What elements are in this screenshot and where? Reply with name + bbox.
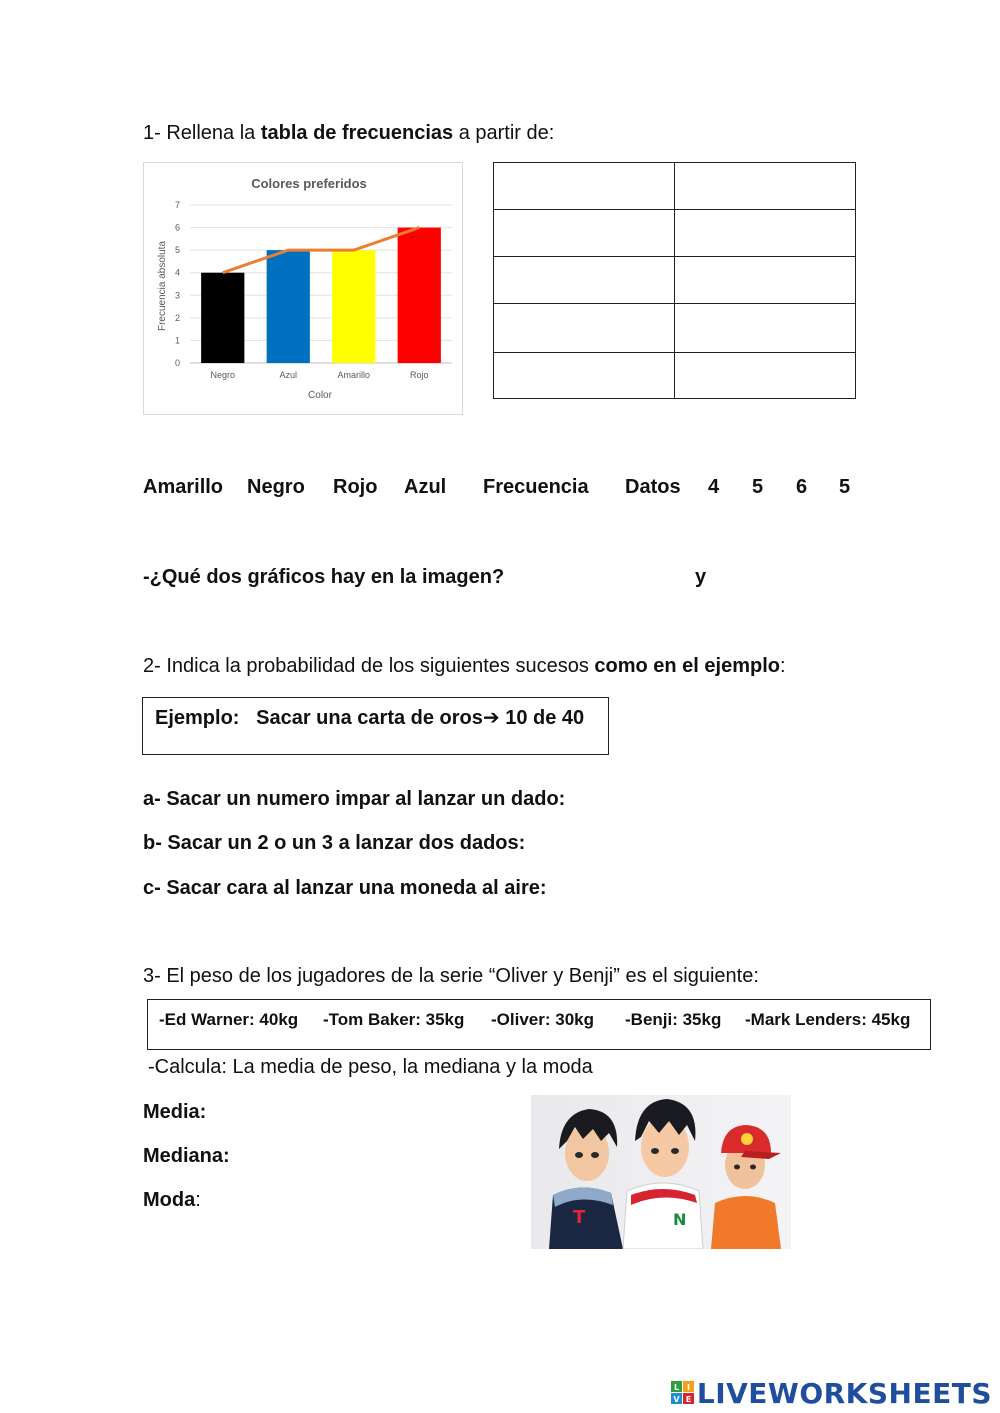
anime-characters-illustration — [531, 1095, 791, 1249]
table-cell[interactable] — [494, 257, 675, 304]
example-label: Ejemplo: — [155, 707, 240, 729]
moda-word: Moda — [143, 1189, 196, 1211]
q3-instruction: -Calcula: La media de peso, la mediana y la moda — [148, 1056, 593, 1078]
chart-x-tick-label: Rojo — [409, 370, 429, 380]
graphs-connector: y — [695, 566, 707, 588]
svg-text:N: N — [673, 1210, 687, 1229]
chart-y-tick-label: 0 — [174, 358, 180, 368]
arrow-right-icon: ➔ — [482, 707, 500, 729]
table-cell[interactable] — [494, 353, 675, 399]
liveworksheets-logo-text: LIVEWORKSHEETS — [696, 1376, 992, 1410]
chart-y-tick-label: 7 — [174, 200, 180, 210]
word-bank-item[interactable]: Azul — [404, 476, 447, 498]
chart-y-tick-label: 3 — [174, 290, 180, 301]
table-cell[interactable] — [494, 304, 675, 353]
frequency-table — [493, 162, 856, 399]
weight-item: -Benji: 35kg — [625, 1010, 722, 1029]
table-row — [494, 257, 856, 304]
chart-bar-amarillo — [332, 250, 375, 363]
moda-colon: : — [195, 1189, 201, 1211]
svg-text:E: E — [685, 1395, 692, 1404]
moda-label — [143, 1188, 201, 1212]
q1-prefix: 1- Rellena la — [143, 122, 261, 144]
chart-y-axis-label: Frecuencia absoluta — [157, 240, 168, 332]
word-bank-item[interactable]: Frecuencia — [483, 476, 589, 498]
table-cell[interactable] — [675, 163, 856, 210]
example-box — [142, 697, 609, 755]
table-cell[interactable] — [675, 257, 856, 304]
weight-item: -Ed Warner: 40kg — [159, 1010, 299, 1029]
chart-y-tick-label: 6 — [174, 222, 180, 233]
chart-x-tick-label: Amarillo — [337, 370, 371, 380]
table-cell[interactable] — [675, 353, 856, 399]
word-bank-item[interactable]: Datos — [625, 476, 681, 498]
table-cell[interactable] — [675, 304, 856, 353]
example-result: 10 de 40 — [505, 707, 585, 729]
table-row — [494, 210, 856, 257]
q2-prefix: 2- Indica la probabilidad de los siguientes sucesos — [143, 655, 595, 677]
q2-heading — [143, 654, 786, 678]
chart-y-tick-label: 4 — [174, 267, 180, 278]
word-bank-item[interactable]: Amarillo — [143, 476, 224, 498]
table-row — [494, 163, 856, 210]
mediana-label: Mediana: — [143, 1145, 230, 1167]
q2-item-c: c- Sacar cara al lanzar una moneda al aire: — [143, 877, 547, 899]
bar-chart — [143, 162, 463, 415]
q1-suffix: a partir de: — [453, 122, 555, 144]
q2-item-a: a- Sacar un numero impar al lanzar un dado: — [143, 788, 566, 810]
weight-item: -Oliver: 30kg — [491, 1010, 594, 1029]
table-cell[interactable] — [494, 163, 675, 210]
svg-text:T: T — [573, 1207, 586, 1228]
q1-bold: tabla de frecuencias — [260, 122, 454, 144]
word-bank-item[interactable]: Rojo — [333, 476, 378, 498]
chart-bar-azul — [267, 250, 310, 363]
chart-x-tick-label: Negro — [210, 370, 236, 380]
q3-heading: 3- El peso de los jugadores de la serie “Oliver y Benji” es el siguiente: — [143, 965, 759, 987]
weight-item: -Tom Baker: 35kg — [323, 1010, 465, 1029]
media-label: Media: — [143, 1101, 207, 1123]
liveworksheets-badge-icon — [671, 1381, 695, 1405]
word-bank-item[interactable]: 6 — [796, 476, 808, 498]
chart-x-tick-label: Azul — [279, 370, 298, 380]
table-row — [494, 304, 856, 353]
chart-y-tick-label: 2 — [174, 312, 180, 323]
chart-y-tick-label: 5 — [174, 245, 180, 256]
chart-bar-rojo — [398, 228, 441, 363]
graphs-question: -¿Qué dos gráficos hay en la imagen? — [143, 566, 505, 588]
liveworksheets-logo — [671, 1376, 992, 1410]
chart-x-axis-label: Color — [308, 390, 332, 401]
weights-box — [147, 999, 931, 1050]
chart-y-tick-label: 1 — [174, 335, 180, 346]
chart-title: Colores preferidos — [251, 176, 367, 191]
chart-bar-negro — [201, 273, 244, 363]
word-bank-item[interactable]: 5 — [839, 476, 851, 498]
table-cell[interactable] — [494, 210, 675, 257]
word-bank-item[interactable]: 5 — [752, 476, 764, 498]
q2-item-b: b- Sacar un 2 o un 3 a lanzar dos dados: — [143, 832, 526, 854]
table-cell[interactable] — [675, 210, 856, 257]
q2-suffix: : — [780, 655, 786, 677]
svg-text:V: V — [673, 1395, 680, 1404]
example-line — [155, 706, 584, 730]
chart-svg — [144, 163, 462, 414]
svg-text:L: L — [673, 1383, 679, 1392]
table-row — [494, 353, 856, 399]
q1-heading — [143, 121, 554, 145]
word-bank-item[interactable]: Negro — [247, 476, 305, 498]
word-bank-item[interactable]: 4 — [708, 476, 720, 498]
weight-item: -Mark Lenders: 45kg — [745, 1010, 911, 1029]
svg-text:I: I — [686, 1383, 690, 1392]
example-text: Sacar una carta de oros — [256, 707, 483, 729]
q2-bold: como en el ejemplo — [594, 655, 780, 677]
